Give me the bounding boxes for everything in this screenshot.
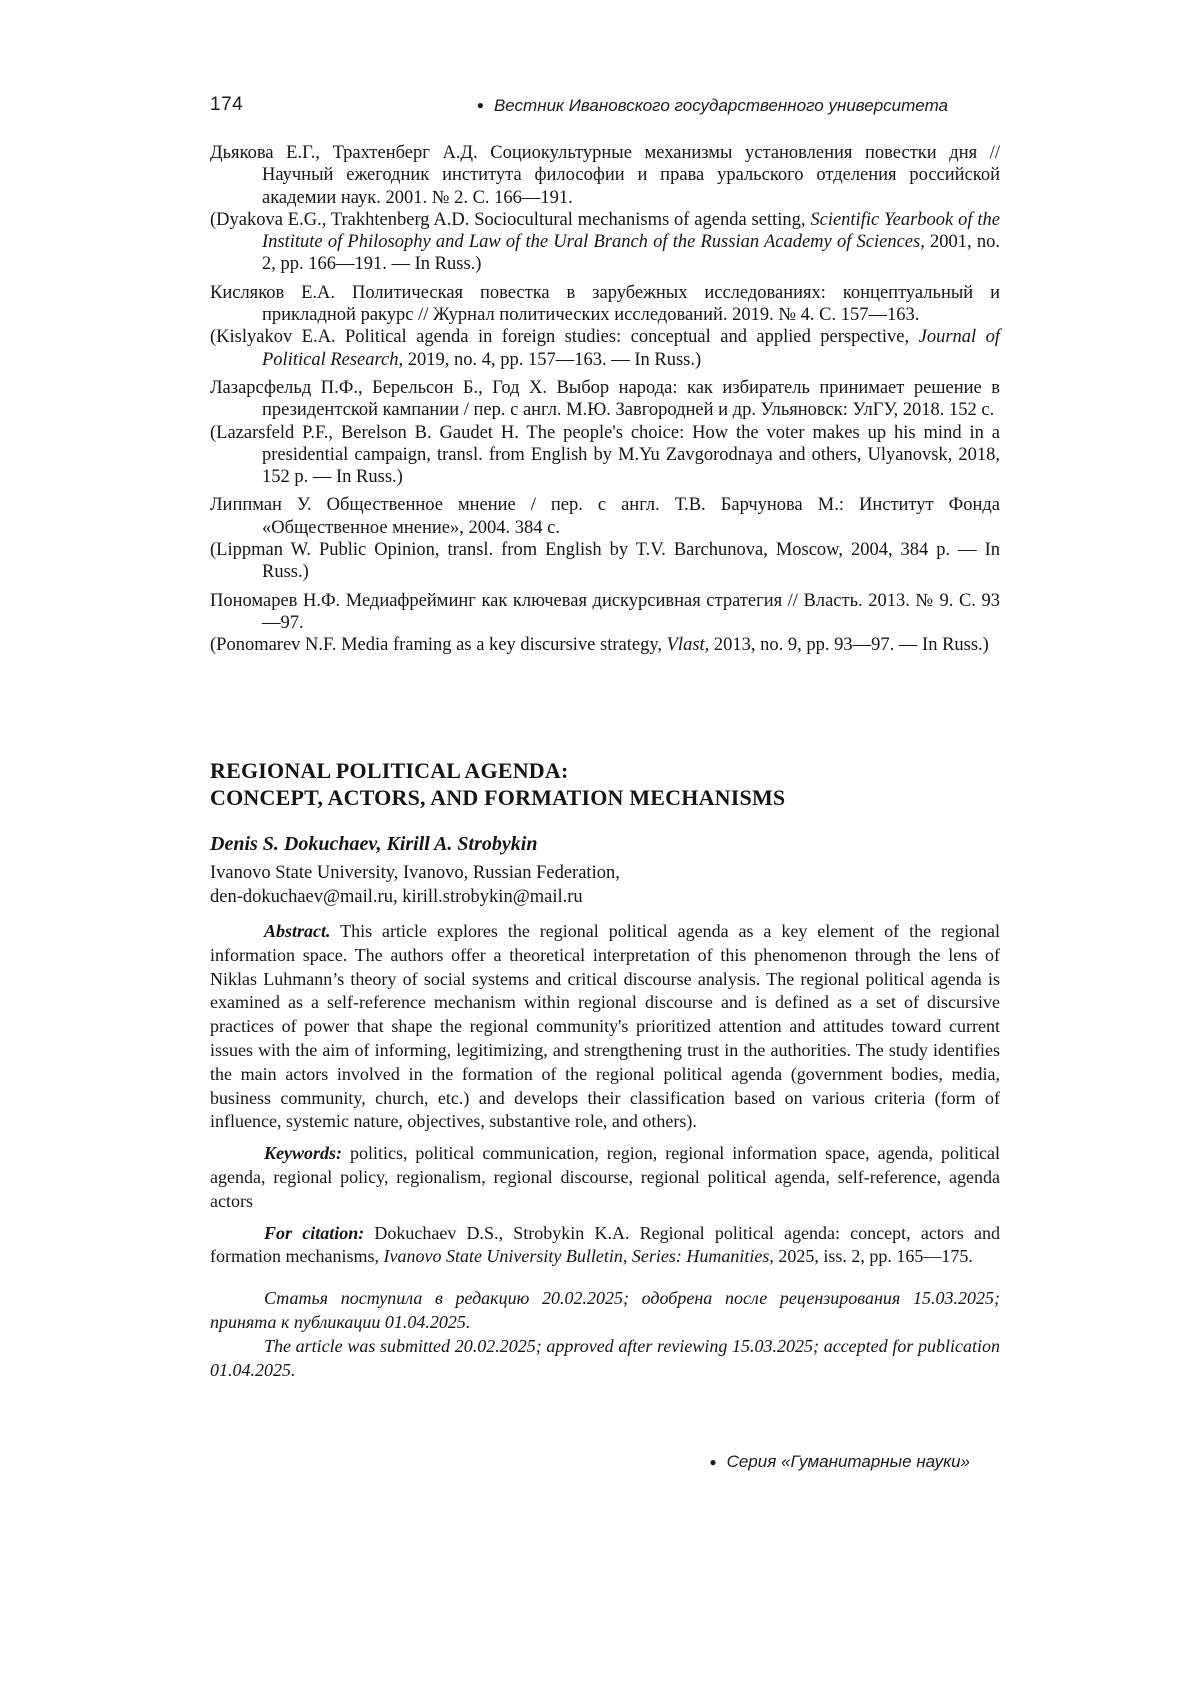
reference-english: (Lippman W. Public Opinion, transl. from English by T.V. Barchunova, Moscow, 2004, 384 p. — In Russ.) <box>210 540 1000 583</box>
article-section <box>210 757 1000 1382</box>
submission-dates-russian: Статья поступила в редакцию 20.02.2025; одобрена после рецензирования 15.03.2025; принята к публикации 01.04.2025. <box>210 1288 1000 1332</box>
reference-russian: Дьякова Е.Г., Трахтенберг А.Д. Социокультурные механизмы установления повестки дня // Научный ежегодник института философии и права уральского отделения российской академии наук. 2001. № 2. С. 166—191. <box>210 143 1000 208</box>
reference-russian: Кисляков Е.А. Политическая повестка в зарубежных исследованиях: концептуальный и прикладной ракурс // Журнал политических исследований. 2019. № 4. С. 157—163. <box>210 282 1000 326</box>
page-number: 174 <box>210 94 244 115</box>
article-title-line2: CONCEPT, ACTORS, AND FORMATION MECHANISMS <box>210 785 786 810</box>
running-footer <box>210 1452 990 1472</box>
bullet-icon: ● <box>476 98 484 112</box>
submission-dates-english: The article was submitted 20.02.2025; approved after reviewing 15.03.2025; accepted for publication 01.04.2025. <box>210 1335 1000 1380</box>
reference-item <box>210 142 1000 276</box>
affiliation: Ivanovo State University, Ivanovo, Russian Federation, <box>210 863 620 883</box>
reference-russian: Пономарев Н.Ф. Медиафрейминг как ключевая дискурсивная стратегия // Власть. 2013. № 9. С. 93—97. <box>210 590 1000 633</box>
reference-english: (Lazarsfeld P.F., Berelson B. Gaudet H. The people's choice: How the voter makes up his mind in a presidential campaign, transl. from English by M.Yu Zavgorodnaya and others, Ulyanovsk, 2018, 152 p. — In Russ.) <box>210 422 1000 488</box>
reference-english: (Kislyakov E.A. Political agenda in foreign studies: conceptual and applied perspective, Journal of Political Research, 2019, no. 4, pp. 157—163. — In Russ.) <box>210 327 1000 370</box>
abstract-paragraph: Abstract. This article explores the regional political agenda as a key element of the regional information space. The authors offer a theoretical interpretation of this phenomenon through the lens of Niklas Luhmann’s theory of social systems and critical discourse analysis. The regional political agenda is examined as a self-reference mechanism within regional discourse and is defined as a set of discursive practices of power that shape the regional community's prioritized attention and attitudes toward current issues with the aim of informing, legitimizing, and strengthening trust in the authorities. The study identifies the main actors involved in the formation of the regional political agenda (government bodies, media, business community, church, etc.) and develops their classification based on various criteria (form of influence, systemic nature, objectives, substantive role, and others). <box>210 921 1000 1132</box>
reference-russian: Липпман У. Общественное мнение / пер. с англ. Т.В. Барчунова М.: Институт Фонда «Общественное мнение», 2004. 384 с. <box>210 495 1000 538</box>
article-title <box>210 757 1000 811</box>
running-title <box>477 96 948 116</box>
reference-english: (Ponomarev N.F. Media framing as a key discursive strategy, Vlast, 2013, no. 9, pp. 93—97. — In Russ.) <box>210 635 989 656</box>
running-header <box>210 94 1000 116</box>
reference-item <box>210 282 1000 371</box>
citation-paragraph: For citation: Dokuchaev D.S., Strobykin K.A. Regional political agenda: concept, actors and formation mechanisms, Ivanovo State University Bulletin, Series: Humanities, 2025, iss. 2, pp. 165—175. <box>210 1222 1000 1267</box>
keywords-paragraph: Keywords: politics, political communication, region, regional information space, agenda, political agenda, regional policy, regionalism, regional discourse, regional political agenda, self-reference, agenda actors <box>210 1143 1000 1211</box>
reference-item <box>210 590 1000 657</box>
reference-item <box>210 377 1000 488</box>
bullet-icon: ● <box>709 1455 717 1469</box>
reference-english: (Dyakova E.G., Trakhtenberg A.D. Sociocultural mechanisms of agenda setting, Scientific Yearbook of the Institute of Philosophy and Law of the Ural Branch of the Russian Academy of Sciences, 2001, no. 2, pp. 166—191. — In Russ.) <box>210 209 1001 275</box>
series-name: Серия «Гуманитарные науки» <box>726 1452 970 1471</box>
references-list <box>210 142 1000 663</box>
article-title-line1: REGIONAL POLITICAL AGENDA: <box>210 758 569 783</box>
authors: Denis S. Dokuchaev, Kirill A. Strobykin <box>210 833 538 855</box>
reference-russian: Лазарсфельд П.Ф., Берельсон Б., Год Х. Выбор народа: как избиратель принимает решение в президентской кампании / пер. с англ. М.Ю. Завгородней и др. Ульяновск: УлГУ, 2018. 152 с. <box>210 377 1000 421</box>
reference-item <box>210 494 1000 583</box>
journal-name: Вестник Ивановского государственного университета <box>493 96 948 115</box>
author-emails: den-dokuchaev@mail.ru, kirill.strobykin@mail.ru <box>210 887 583 907</box>
